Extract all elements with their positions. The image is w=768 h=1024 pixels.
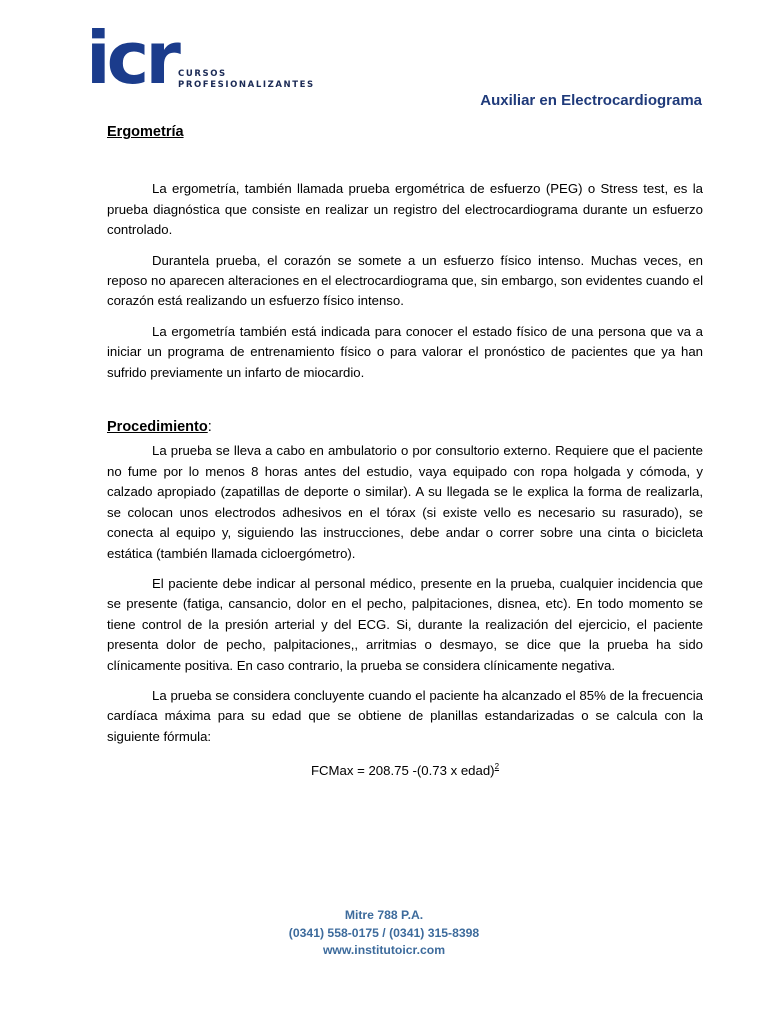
section-heading-procedimiento [107, 417, 703, 437]
section-title-ergometria: Ergometría [107, 124, 184, 140]
logo-mark: icr [86, 16, 177, 100]
footer-website-link[interactable]: www.institutoicr.com [322, 943, 446, 957]
document-body [107, 122, 703, 782]
institute-logo [86, 16, 326, 100]
section-title-suffix: : [207, 419, 212, 436]
paragraph: Durantela prueba, el corazón se somete a un esfuerzo físico intenso. Muchas veces, en reposo no aparecen alteraciones en el electrocardiograma que, sin embargo, son evidentes cuando el corazón está realizando un esfuerzo físico intenso. [107, 252, 704, 309]
logo-line-1: CURSOS [178, 69, 227, 79]
footer-phones: (0341) 558-0175 / (0341) 315-8398 [288, 925, 480, 940]
logo-line-2: PROFESIONALIZANTES [178, 80, 315, 90]
footer-contact [0, 907, 768, 960]
paragraph: La ergometría, también llamada prueba ergométrica de esfuerzo (PEG) o Stress test, es la prueba diagnóstica que consiste en realizar un registro del electrocardiograma durante un esfuerzo controlado. [107, 181, 703, 238]
paragraph: La ergometría también está indicada para conocer el estado físico de una persona que va a iniciar un programa de entrenamiento físico o para valorar el pronóstico de pacientes que ya han sufrido previamente un infarto de miocardio. [107, 323, 703, 380]
footer-address: Mitre 788 P.A. [344, 908, 424, 922]
logo-tagline [178, 69, 315, 91]
course-title: Auxiliar en Electrocardiograma [480, 92, 702, 109]
formula-superscript: 2 [494, 762, 500, 772]
paragraph: El paciente debe indicar al personal médico, presente en la prueba, cualquier incidencia que se presente (fatiga, cansancio, dolor en el pecho, palpitaciones, disnea, etc). En todo momento se tiene control de la presión arterial y del ECG. Si, durante la realización del ejercicio, el paciente presenta dolor de pecho, palpitaciones,, arritmias o desmayo, se dice que la prueba ha sido clínicamente positiva. En caso contrario, la prueba se considera clínicamente negativa. [107, 575, 703, 673]
paragraph: La prueba se lleva a cabo en ambulatorio o por consultorio externo. Requiere que el paciente no fume por lo menos 8 horas antes del estudio, vaya equipado con ropa holgada y cómoda, y calzado apropiado (zapatillas de deporte o similar). A su llegada se le explica la forma de realizarla, se colocan unos electrodos adhesivos en el tórax (si existe vello es necesario su rasurado), se conecta al equipo y, siguiendo las instrucciones, debe andar o correr sobre una cinta o bicicleta estática (también llamada cicloergómetro). [107, 443, 703, 561]
paragraph: La prueba se considera concluyente cuando el paciente ha alcanzado el 85% de la frecuencia cardíaca máxima para su edad que se obtiene de planillas estandarizadas o se calcula con la siguiente fórmula: [107, 687, 703, 744]
fcmax-formula [107, 757, 703, 781]
formula-text: FCMax = 208.75 -(0.73 x edad) [310, 763, 495, 779]
section-title-procedimiento: Procedimiento [107, 419, 208, 436]
